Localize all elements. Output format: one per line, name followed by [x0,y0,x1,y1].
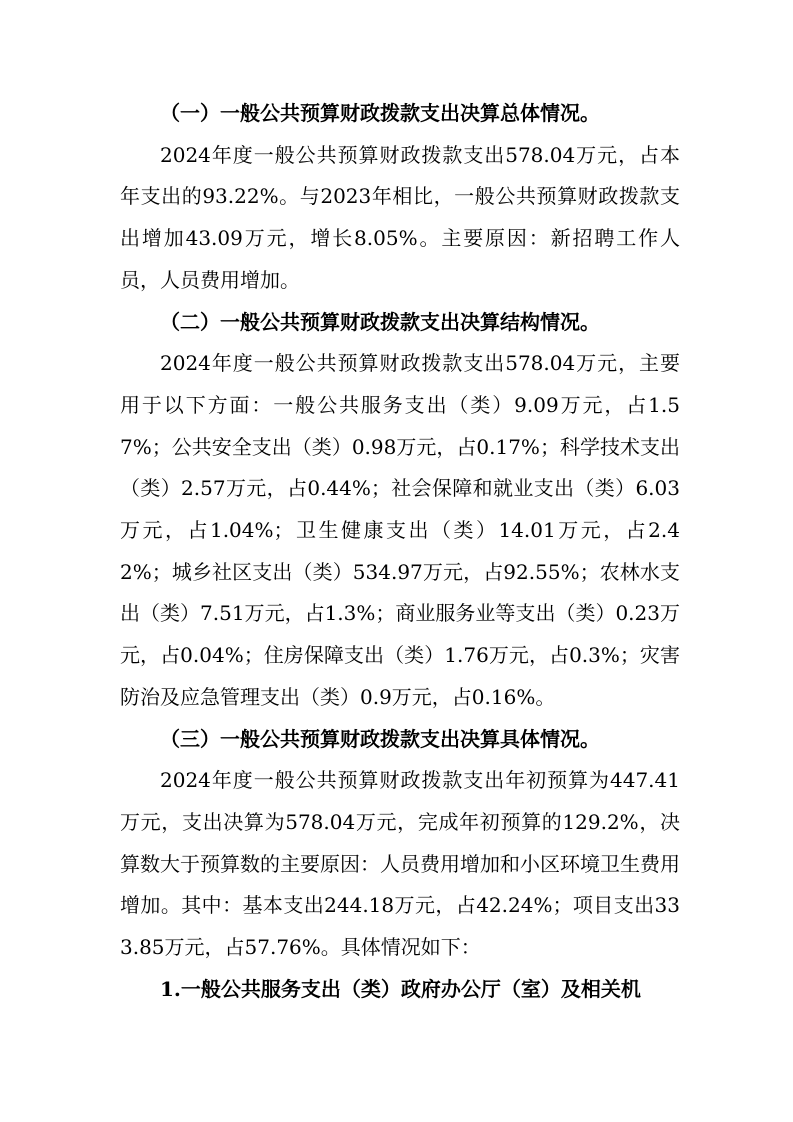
section-3-paragraph: 2024年度一般公共预算财政拨款支出年初预算为447.41万元，支出决算为578.04万元，完成年初预算的129.2%，决算数大于预算数的主要原因：人员费用增加和小区环境卫生费用增加。其中：基本支出244.18万元，占42.24%；项目支出333.85万元，占57.76%。具体情况如下： [120,768,680,960]
section-1-paragraph: 2024年度一般公共预算财政拨款支出578.04万元，占本年支出的93.22%。与2023年相比，一般公共预算财政拨款支出增加43.09万元，增长8.05%。主要原因：新招聘工作人员，人员费用增加。 [120,142,680,292]
subsection-1-heading: 1.一般公共服务支出（类）政府办公厅（室）及相关机 [160,976,641,1001]
document-body [120,93,680,1010]
section-2-heading: （二）一般公共预算财政拨款支出决算结构情况。 [160,309,600,334]
section-2-paragraph: 2024年度一般公共预算财政拨款支出578.04万元，主要用于以下方面：一般公共服务支出（类）9.09万元，占1.57%；公共安全支出（类）0.98万元，占0.17%；科学技术支出（类）2.57万元，占0.44%；社会保障和就业支出（类）6.03万元，占1.04%；卫生健康支出（类）14.01万元，占2.42%；城乡社区支出（类）534.97万元，占92.55%；农林水支出（类）7.51万元，占1.3%；商业服务业等支出（类）0.23万元，占0.04%；住房保障支出（类）1.76万元，占0.3%；灾害防治及应急管理支出（类）0.9万元，占0.16%。 [120,351,680,709]
section-3-heading: （三）一般公共预算财政拨款支出决算具体情况。 [160,726,600,751]
section-1-heading: （一）一般公共预算财政拨款支出决算总体情况。 [160,101,600,125]
